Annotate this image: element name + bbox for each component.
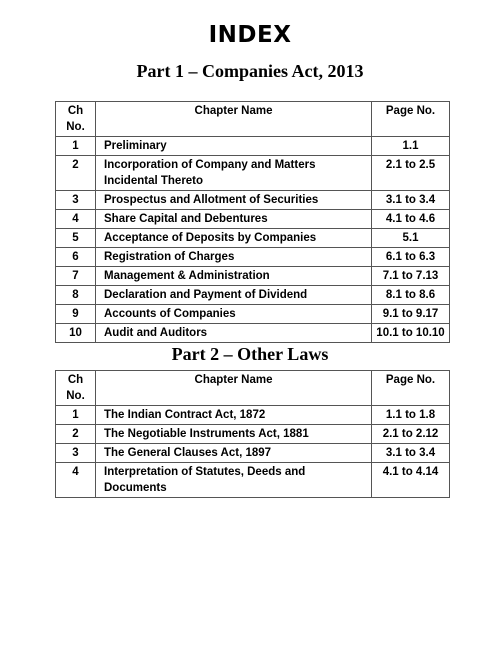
table-header-row: [56, 371, 450, 406]
page-title: INDEX: [208, 22, 292, 48]
page-number-cell: 4.1 to 4.14: [372, 463, 450, 498]
page-number-cell: 6.1 to 6.3: [372, 248, 450, 267]
table-row: [56, 248, 450, 267]
page-number-cell: 7.1 to 7.13: [372, 267, 450, 286]
part2-table-body: [56, 406, 450, 498]
table-row: [56, 286, 450, 305]
chapter-number-cell: 3: [56, 444, 96, 463]
chapter-name-cell: Accounts of Companies: [96, 305, 372, 324]
chapter-name-cell: Acceptance of Deposits by Companies: [96, 229, 372, 248]
table-row: [56, 156, 450, 191]
table-row: [56, 406, 450, 425]
column-header-page-no: Page No.: [372, 102, 450, 137]
chapter-number-cell: 2: [56, 156, 96, 191]
page-number-cell: 2.1 to 2.12: [372, 425, 450, 444]
page-number-cell: 5.1: [372, 229, 450, 248]
table-row: [56, 137, 450, 156]
column-header-ch-no: Ch No.: [56, 102, 96, 137]
table-row: [56, 444, 450, 463]
page-number-cell: 10.1 to 10.10: [372, 324, 450, 343]
chapter-number-cell: 5: [56, 229, 96, 248]
chapter-name-cell: Prospectus and Allotment of Securities: [96, 191, 372, 210]
chapter-name-cell: Management & Administration: [96, 267, 372, 286]
part1-index-table: [55, 101, 450, 343]
table-row: [56, 305, 450, 324]
chapter-name-cell: Audit and Auditors: [96, 324, 372, 343]
chapter-number-cell: 7: [56, 267, 96, 286]
page-number-cell: 3.1 to 3.4: [372, 191, 450, 210]
column-header-chapter-name: Chapter Name: [96, 371, 372, 406]
chapter-number-cell: 4: [56, 210, 96, 229]
chapter-name-cell: Declaration and Payment of Dividend: [96, 286, 372, 305]
chapter-name-cell: The Indian Contract Act, 1872: [96, 406, 372, 425]
chapter-name-cell: Interpretation of Statutes, Deeds and Documents: [96, 463, 372, 498]
chapter-name-cell: Share Capital and Debentures: [96, 210, 372, 229]
chapter-number-cell: 4: [56, 463, 96, 498]
part2-heading: Part 2 – Other Laws: [171, 344, 329, 364]
part1-heading: Part 1 – Companies Act, 2013: [136, 61, 364, 81]
column-header-ch-no: Ch No.: [56, 371, 96, 406]
column-header-chapter-name: Chapter Name: [96, 102, 372, 137]
table-header-row: [56, 102, 450, 137]
page-number-cell: 9.1 to 9.17: [372, 305, 450, 324]
page-number-cell: 8.1 to 8.6: [372, 286, 450, 305]
chapter-number-cell: 1: [56, 406, 96, 425]
chapter-name-cell: The General Clauses Act, 1897: [96, 444, 372, 463]
page-number-cell: 1.1 to 1.8: [372, 406, 450, 425]
part2-index-table: [55, 370, 450, 498]
page-number-cell: 4.1 to 4.6: [372, 210, 450, 229]
chapter-number-cell: 2: [56, 425, 96, 444]
chapter-name-cell: The Negotiable Instruments Act, 1881: [96, 425, 372, 444]
table-row: [56, 463, 450, 498]
table-row: [56, 210, 450, 229]
table-row: [56, 425, 450, 444]
chapter-number-cell: 9: [56, 305, 96, 324]
chapter-number-cell: 6: [56, 248, 96, 267]
chapter-number-cell: 10: [56, 324, 96, 343]
page-number-cell: 1.1: [372, 137, 450, 156]
table-row: [56, 191, 450, 210]
table-row: [56, 267, 450, 286]
chapter-name-cell: Registration of Charges: [96, 248, 372, 267]
column-header-page-no: Page No.: [372, 371, 450, 406]
part1-table-body: [56, 137, 450, 343]
chapter-name-cell: Incorporation of Company and Matters Incidental Thereto: [96, 156, 372, 191]
chapter-number-cell: 3: [56, 191, 96, 210]
table-row: [56, 324, 450, 343]
table-row: [56, 229, 450, 248]
chapter-number-cell: 8: [56, 286, 96, 305]
chapter-name-cell: Preliminary: [96, 137, 372, 156]
page-number-cell: 2.1 to 2.5: [372, 156, 450, 191]
page-number-cell: 3.1 to 3.4: [372, 444, 450, 463]
chapter-number-cell: 1: [56, 137, 96, 156]
